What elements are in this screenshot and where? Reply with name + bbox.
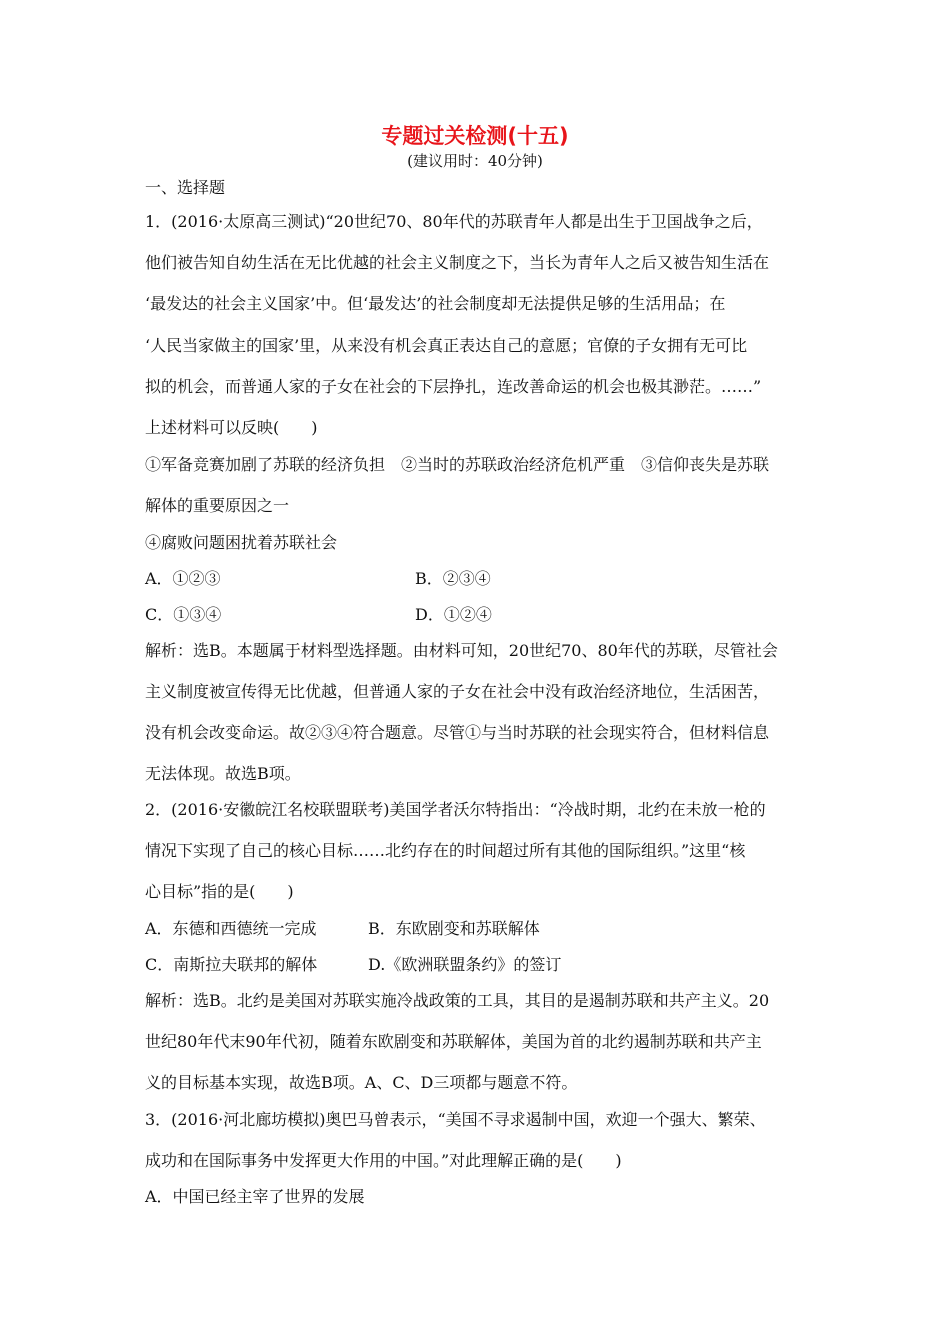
page-title: 专题过关检测(十五) [381, 124, 569, 148]
q1-line-2: 他们被告知自幼生活在无比优越的社会主义制度之下，当长为青年人之后又被告知生活在 [145, 253, 770, 272]
q1-option-a: A．①②③ [145, 569, 221, 588]
q1-line-6: 上述材料可以反映( ) [145, 418, 318, 437]
q1-line-9: ④腐败问题困扰着苏联社会 [145, 533, 338, 552]
q1-option-c: C．①③④ [145, 605, 222, 624]
q1-analysis-1: 解析：选B。本题属于材料型选择题。由材料可知，20世纪70、80年代的苏联，尽管社会 [145, 641, 778, 660]
q2-option-d: D.《欧洲联盟条约》的签订 [368, 955, 562, 974]
q3-line-1: 3．(2016·河北廊坊模拟)奥巴马曾表示，“美国不寻求遏制中国，欢迎一个强大、繁荣、 [145, 1110, 766, 1129]
q1-analysis-2: 主义制度被宣传得无比优越，但普通人家的子女在社会中没有政治经济地位，生活困苦， [145, 682, 770, 701]
q2-analysis-3: 义的目标基本实现，故选B项。A、C、D三项都与题意不符。 [145, 1073, 578, 1092]
q1-option-b: B．②③④ [415, 569, 491, 588]
q1-line-5: 拟的机会，而普通人家的子女在社会的下层挣扎，连改善命运的机会也极其渺茫。……” [145, 377, 762, 396]
q2-line-2: 情况下实现了自己的核心目标……北约存在的时间超过所有其他的国际组织。”这里“核 [145, 841, 746, 860]
q1-line-1: 1．(2016·太原高三测试)“20世纪70、80年代的苏联青年人都是出生于卫国战争之后， [145, 212, 763, 231]
q1-analysis-4: 无法体现。故选B项。 [145, 764, 301, 783]
q3-line-2: 成功和在国际事务中发挥更大作用的中国。”对此理解正确的是( ) [145, 1151, 622, 1170]
q1-line-4: ‘人民当家做主的国家’里，从来没有机会真正表达自己的意愿；官僚的子女拥有无可比 [145, 336, 748, 355]
q3-option-a: A．中国已经主宰了世界的发展 [145, 1187, 365, 1206]
q2-analysis-1: 解析：选B。北约是美国对苏联实施冷战政策的工具，其目的是遏制苏联和共产主义。20 [145, 991, 770, 1010]
q2-line-1: 2．(2016·安徽皖江名校联盟联考)美国学者沃尔特指出：“冷战时期，北约在未放一枪的 [145, 800, 766, 819]
q1-line-3: ‘最发达的社会主义国家’中。但‘最发达’的社会制度却无法提供足够的生活用品；在 [145, 294, 726, 313]
q1-option-d: D．①②④ [415, 605, 492, 624]
q2-line-3: 心目标”指的是( ) [145, 882, 294, 901]
q1-line-7: ①军备竞赛加剧了苏联的经济负担 ②当时的苏联政治经济危机严重 ③信仰丧失是苏联 [145, 455, 770, 474]
section-heading: 一、选择题 [145, 178, 226, 197]
q1-line-8: 解体的重要原因之一 [145, 496, 290, 515]
page-subtitle: (建议用时：40分钟) [407, 152, 543, 170]
q2-analysis-2: 世纪80年代末90年代初，随着东欧剧变和苏联解体，美国为首的北约遏制苏联和共产主 [145, 1032, 762, 1051]
q2-option-a: A．东德和西德统一完成 [145, 919, 317, 938]
q2-option-b: B．东欧剧变和苏联解体 [368, 919, 540, 938]
q2-option-c: C．南斯拉夫联邦的解体 [145, 955, 318, 974]
q1-analysis-3: 没有机会改变命运。故②③④符合题意。尽管①与当时苏联的社会现实符合，但材料信息 [145, 723, 770, 742]
